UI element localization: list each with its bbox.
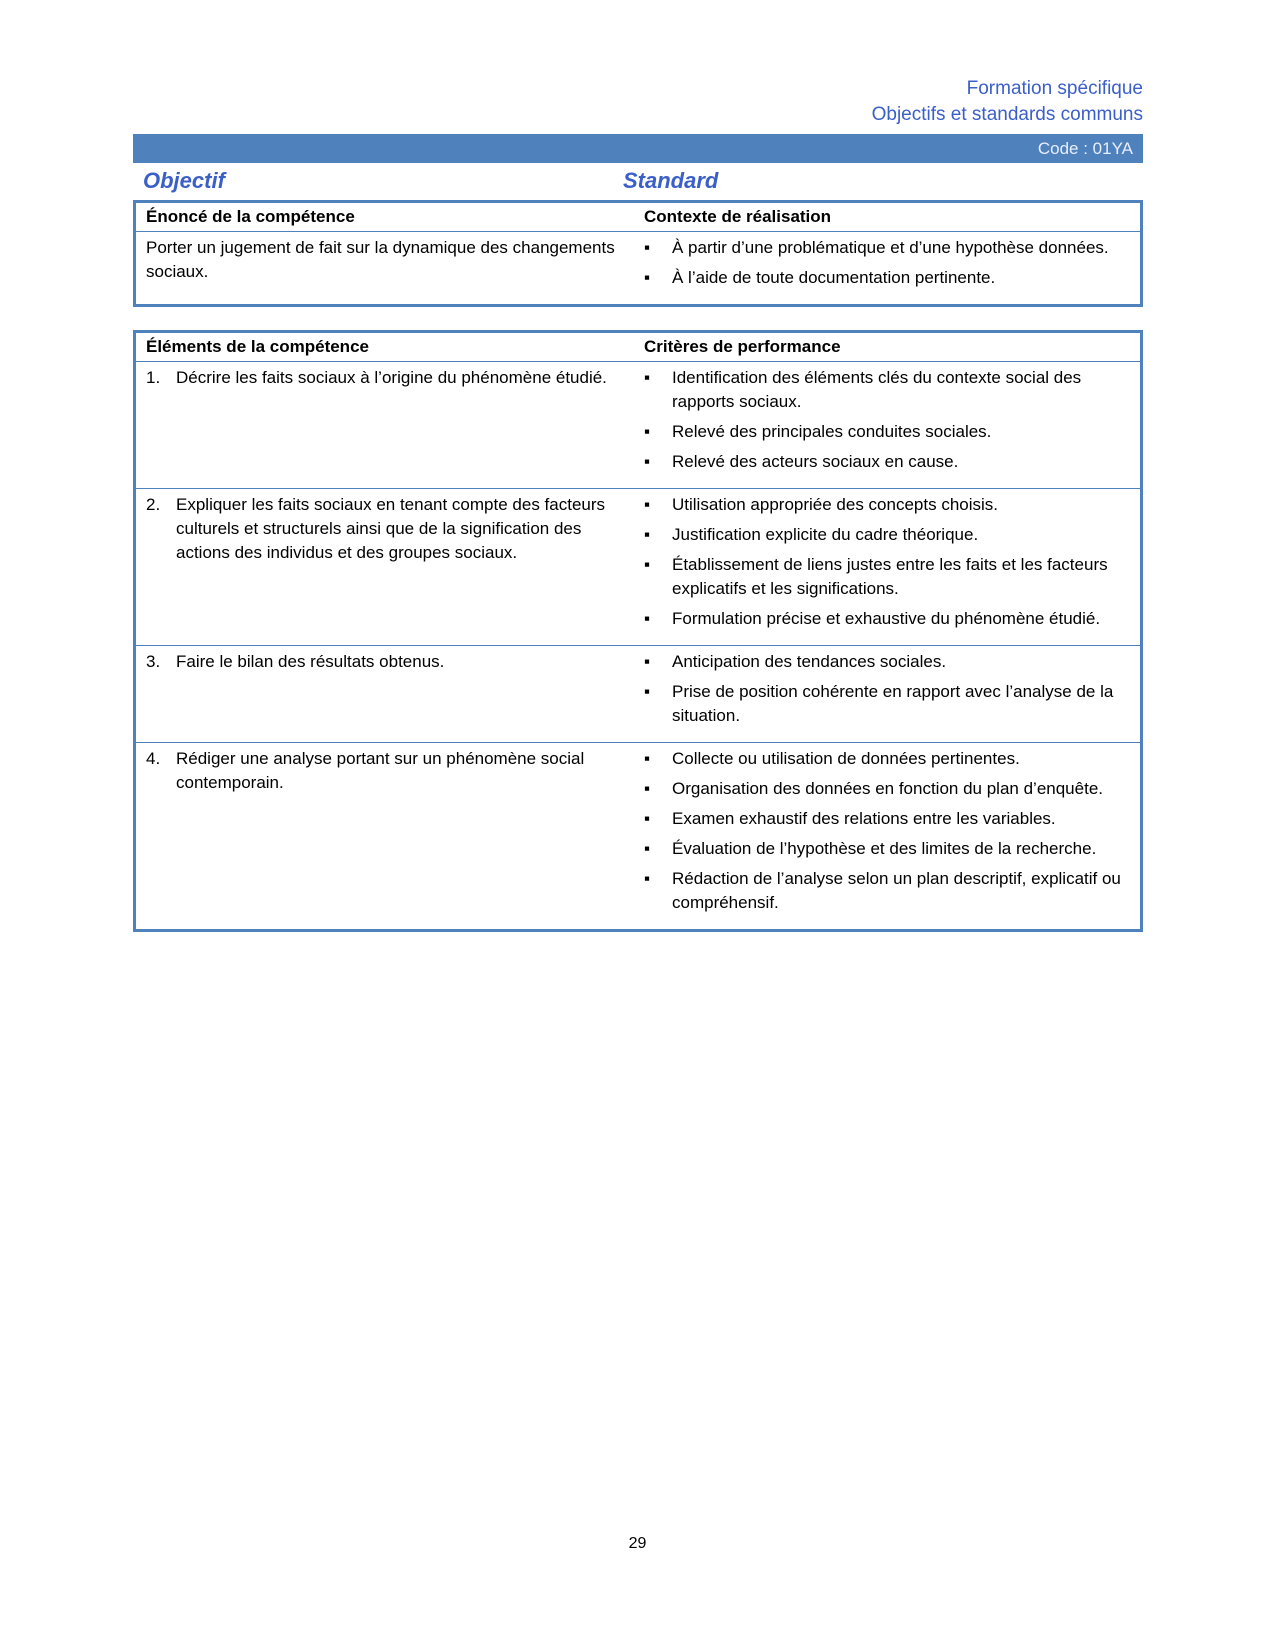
critere-item: ▪ Organisation des données en fonction du plan d’enquête. <box>644 777 1132 801</box>
header-objectifs: Objectifs et standards communs <box>871 104 1143 125</box>
element-text: Expliquer les faits sociaux en tenant compte des facteurs culturels et structurels ainsi que de la signification des actions des individus et des groupes sociaux. <box>176 495 606 562</box>
element-text: Rédiger une analyse portant sur un phénomène social contemporain. <box>176 749 585 792</box>
critere-item: ▪ Anticipation des tendances sociales. <box>644 650 1132 674</box>
criteres-heading: Critères de performance <box>634 332 1142 362</box>
course-code: Code : 01YA <box>1037 139 1133 158</box>
enonce-heading: Énoncé de la compétence <box>135 202 635 232</box>
critere-item: ▪ Collecte ou utilisation de données pertinentes. <box>644 747 1132 771</box>
elements-heading: Éléments de la compétence <box>135 332 635 362</box>
contexte-item: ▪ À partir d’une problématique et d’une hypothèse données. <box>644 236 1132 260</box>
critere-item: ▪ Relevé des principales conduites sociales. <box>644 420 1132 444</box>
column-headings <box>133 168 1143 196</box>
contexte-list <box>644 236 1132 290</box>
element-item <box>146 493 626 565</box>
element-text: Décrire les faits sociaux à l’origine du phénomène étudié. <box>176 368 607 387</box>
critere-item: ▪ Utilisation appropriée des concepts choisis. <box>644 493 1132 517</box>
element-text: Faire le bilan des résultats obtenus. <box>176 652 445 671</box>
criteres-list <box>644 493 1132 631</box>
competence-statement: Porter un jugement de fait sur la dynamique des changements sociaux. <box>135 232 635 306</box>
element-number: 4. <box>146 749 161 768</box>
document-header <box>872 76 1143 128</box>
element-item <box>146 747 626 795</box>
critere-item: ▪ Relevé des acteurs sociaux en cause. <box>644 450 1132 474</box>
element-number: 1. <box>146 368 161 387</box>
critere-item: ▪ Évaluation de l’hypothèse et des limites de la recherche. <box>644 837 1132 861</box>
header-formation: Formation spécifique <box>966 78 1143 99</box>
page-number: 29 <box>628 1535 647 1552</box>
contexte-heading: Contexte de réalisation <box>634 202 1142 232</box>
element-item <box>146 366 626 390</box>
contexte-item: ▪ À l’aide de toute documentation pertinente. <box>644 266 1132 290</box>
critere-item: ▪ Prise de position cohérente en rapport avec l’analyse de la situation. <box>644 680 1132 728</box>
criteres-list <box>644 747 1132 915</box>
element-row <box>135 489 1142 646</box>
element-item <box>146 650 626 674</box>
element-row <box>135 362 1142 489</box>
critere-item: ▪ Établissement de liens justes entre les faits et les facteurs explicatifs et les significations. <box>644 553 1132 601</box>
objectif-heading: Objectif <box>143 168 225 193</box>
elements-table <box>133 330 1143 932</box>
element-number: 2. <box>146 495 161 514</box>
element-number: 3. <box>146 652 161 671</box>
critere-item: ▪ Identification des éléments clés du contexte social des rapports sociaux. <box>644 366 1132 414</box>
critere-item: ▪ Examen exhaustif des relations entre les variables. <box>644 807 1132 831</box>
critere-item: ▪ Formulation précise et exhaustive du phénomène étudié. <box>644 607 1132 631</box>
code-bar <box>133 134 1143 163</box>
standard-heading: Standard <box>623 168 719 193</box>
critere-item: ▪ Justification explicite du cadre théorique. <box>644 523 1132 547</box>
contexte-cell <box>634 232 1142 306</box>
critere-item: ▪ Rédaction de l’analyse selon un plan descriptif, explicatif ou compréhensif. <box>644 867 1132 915</box>
element-row <box>135 743 1142 931</box>
criteres-list <box>644 650 1132 728</box>
competence-table <box>133 200 1143 307</box>
criteres-list <box>644 366 1132 474</box>
element-row <box>135 646 1142 743</box>
